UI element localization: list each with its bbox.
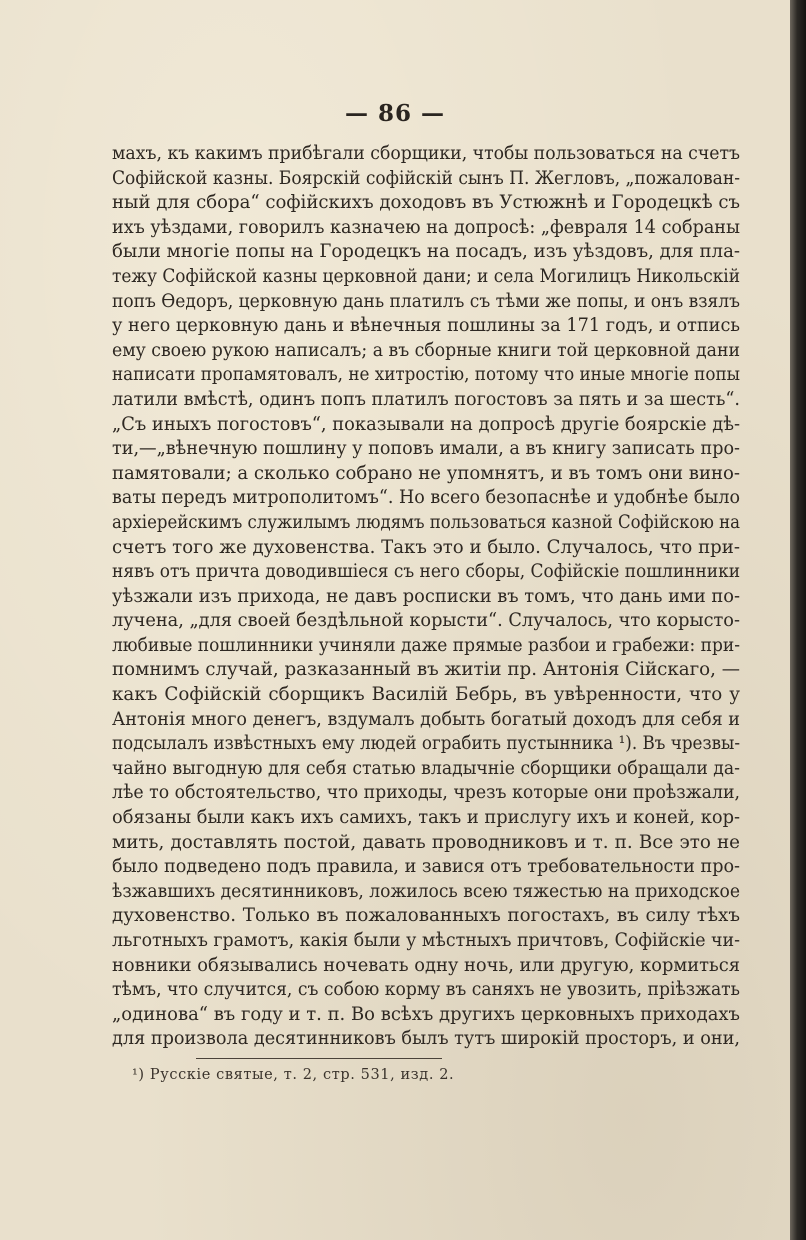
- text-line: ваты передъ митрополитомъ“. Но всего безопаснѣе и удобнѣе было: [112, 487, 740, 509]
- body-text: [112, 142, 740, 1052]
- text-line: у него церковную дань и вѣнечныя пошлины за 171 годъ, и отпись: [112, 315, 740, 337]
- page-edge-shadow: [790, 0, 806, 1240]
- text-line: ѣзжавшихъ десятинниковъ, ложилось всею тяжестью на приходское: [112, 880, 740, 902]
- text-line: махъ, къ какимъ прибѣгали сборщики, чтобы пользоваться на счетъ: [112, 143, 740, 164]
- text-line: ему своею рукою написалъ; а въ сборные книги той церковной дани: [112, 339, 740, 361]
- text-line: любивые пошлинники учиняли даже прямые разбои и грабежи: при-: [112, 634, 740, 656]
- text-line: счетъ того же духовенства. Такъ это и было. Случалось, что при-: [112, 536, 740, 558]
- text-line: „одинова“ въ году и т. п. Во всѣхъ другихъ церковныхъ приходахъ: [112, 1003, 740, 1025]
- text-line: чайно выгодную для себя статью владычніе сборщики обращали да-: [112, 757, 740, 779]
- text-line: лѣе то обстоятельство, что приходы, чрезъ которые они проѣзжали,: [112, 782, 740, 804]
- footnote: ¹) Русскіе святые, т. 2, стр. 531, изд. 2.: [132, 1067, 455, 1083]
- text-line: были многіе попы на Городецкъ на посадъ, изъ уѣздовъ, для пла-: [112, 241, 740, 263]
- text-line: обязаны были какъ ихъ самихъ, такъ и прислугу ихъ и коней, кор-: [112, 807, 740, 829]
- footnote-divider: [196, 1058, 442, 1059]
- text-line: написати пропамятовалъ, не хитростію, потому что иные многіе попы: [112, 364, 740, 386]
- text-line: духовенство. Только въ пожалованныхъ погостахъ, въ силу тѣхъ: [112, 905, 740, 927]
- text-line: Софійской казны. Боярскій софійскій сынъ П. Жегловъ, „пожалован-: [112, 167, 740, 189]
- text-line: лучена, „для своей бездѣльной корысти“. Случалось, что корысто-: [112, 610, 740, 632]
- text-line: льготныхъ грамотъ, какія были у мѣстныхъ причтовъ, Софійскіе чи-: [112, 930, 740, 951]
- text-line: было подведено подъ правила, и завися отъ требовательности про-: [112, 856, 740, 878]
- text-line: попъ Ѳедоръ, церковную дань платилъ съ тѣми же попы, и онъ взялъ: [112, 290, 740, 312]
- text-line: уѣзжали изъ прихода, не давъ росписки въ томъ, что дань ими по-: [112, 585, 740, 607]
- text-line: какъ Софійскій сборщикъ Василій Бебрь, въ увѣренности, что у: [112, 684, 740, 706]
- text-line: памятовали; а сколько собрано не упомнятъ, и въ томъ они вино-: [112, 462, 740, 484]
- text-line: архіерейскимъ служилымъ людямъ пользоваться казной Софійскою на: [112, 511, 740, 533]
- text-line: тѣмъ, что случится, съ собою корму въ саняхъ не увозить, пріѣзжать: [112, 979, 740, 1001]
- text-line: новники обязывались ночевать одну ночь, или другую, кормиться: [112, 954, 740, 976]
- text-line: ихъ уѣздами, говорилъ казначею на допросѣ: „февраля 14 собраны: [112, 216, 740, 238]
- text-line: подсылалъ извѣстныхъ ему людей ограбить пустынника ¹). Въ чрезвы-: [112, 733, 740, 755]
- text-line: помнимъ случай, разказанный въ житіи пр. Антонія Сійскаго, —: [112, 659, 740, 681]
- text-line: ти,—„вѣнечную пошлину у поповъ имали, а въ книгу записать про-: [112, 438, 740, 460]
- text-line: ный для сбора“ софійскихъ доходовъ въ Устюжнѣ и Городецкѣ съ: [112, 192, 740, 214]
- text-line: Антонія много денегъ, вздумалъ добыть богатый доходъ для себя и: [112, 708, 740, 730]
- text-line: латили вмѣстѣ, одинъ попъ платилъ погостовъ за пять и за шесть“.: [112, 388, 740, 410]
- text-line: для произвола десятинниковъ былъ тутъ широкій просторъ, и они,: [112, 1028, 740, 1050]
- page-number: — 86 —: [344, 100, 446, 127]
- text-line: „Съ иныхъ погостовъ“, показывали на допросѣ другіе боярскіе дѣ-: [112, 413, 740, 435]
- text-line: мить, доставлять постой, давать проводниковъ и т. п. Все это не: [112, 831, 740, 853]
- text-line: тежу Софійской казны церковной дани; и села Могилицъ Никольскій: [112, 265, 740, 287]
- text-line: нявъ отъ причта доводившіеся съ него сборы, Софійскіе пошлинники: [112, 561, 740, 583]
